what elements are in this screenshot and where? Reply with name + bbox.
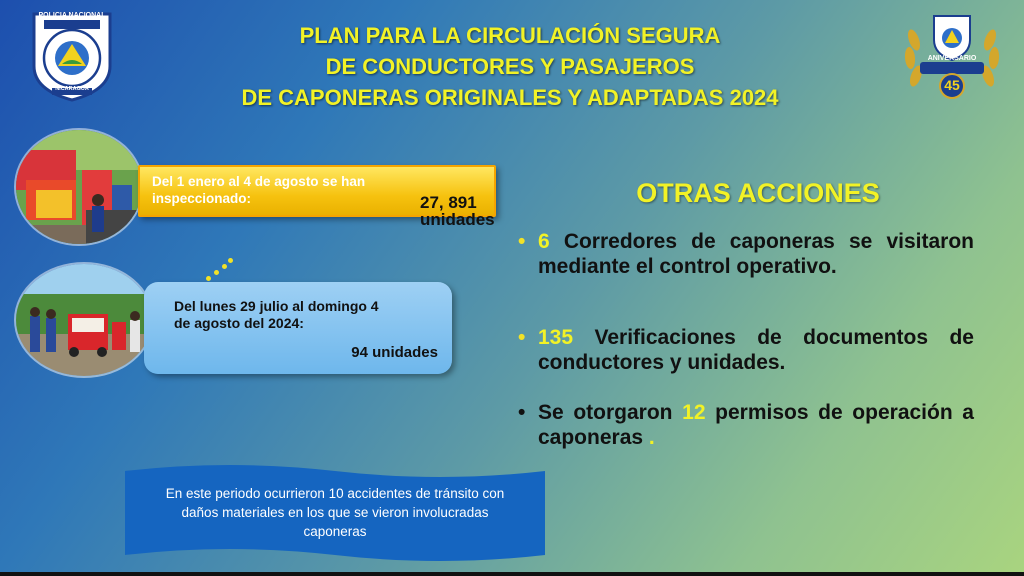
period-2-line-1: Del lunes 29 julio al domingo 4	[174, 298, 379, 314]
bullet-3-text	[538, 400, 974, 450]
title-line-1: PLAN PARA LA CIRCULACIÓN SEGURA	[299, 23, 721, 48]
accidents-banner-text: En este periodo ocurrieron 10 accidentes de tránsito con daños materiales en los que se vieron involucradas caponeras	[165, 486, 505, 539]
period-2-value: 94 unidades	[351, 344, 438, 361]
period-2-line-2: de agosto del 2024:	[174, 315, 304, 331]
bullet-dot: •	[518, 326, 526, 349]
period-1-line-1: Del 1 enero al 4 de agosto se han	[152, 174, 366, 189]
bullet-2-text	[538, 325, 974, 375]
title-line-3: DE CAPONERAS ORIGINALES Y ADAPTADAS 2024	[241, 85, 779, 110]
action-bullet-3	[518, 400, 974, 450]
bullet-3-pre: Se otorgaron	[538, 401, 683, 424]
bullet-1-text	[538, 229, 974, 279]
title-line-2: DE CONDUCTORES Y PASAJEROS	[325, 54, 695, 79]
bullet-1-body: Corredores de caponeras se visitaron mediante el control operativo.	[538, 230, 974, 278]
logo-left-bottom-text: NICARAGUA	[55, 86, 89, 92]
logo-left-top-text: POLICIA NACIONAL	[38, 12, 106, 19]
bullet-dot: •	[518, 230, 526, 253]
action-bullet-2	[518, 325, 974, 375]
caponeras-market-photo	[14, 128, 144, 246]
bottom-frame-bar	[0, 572, 1024, 576]
inspections-period-2-box	[144, 282, 452, 374]
logo-right-banner-text: ANIVERSARIO	[927, 55, 977, 62]
bullet-1-number: 6	[538, 230, 550, 253]
inspections-period-1-box	[138, 165, 496, 229]
period-1-value: 27, 891 unidades	[420, 193, 495, 229]
bullet-2-number: 135	[538, 326, 574, 349]
bullet-3-dot: .	[648, 426, 655, 449]
action-bullet-1	[518, 229, 974, 279]
bullet-dot: •	[518, 401, 526, 424]
logo-right-number: 45	[944, 77, 960, 93]
bullet-2-body: Verificaciones de documentos de conductores y unidades.	[538, 326, 974, 374]
page-title	[180, 20, 840, 113]
otras-acciones-heading: OTRAS ACCIONES	[636, 178, 880, 208]
police-inspection-photo	[14, 262, 154, 378]
bullet-3-post: permisos de operación a caponeras	[538, 401, 974, 449]
bullet-3-number: 12	[682, 401, 706, 424]
period-1-line-2: inspeccionado:	[152, 191, 252, 206]
